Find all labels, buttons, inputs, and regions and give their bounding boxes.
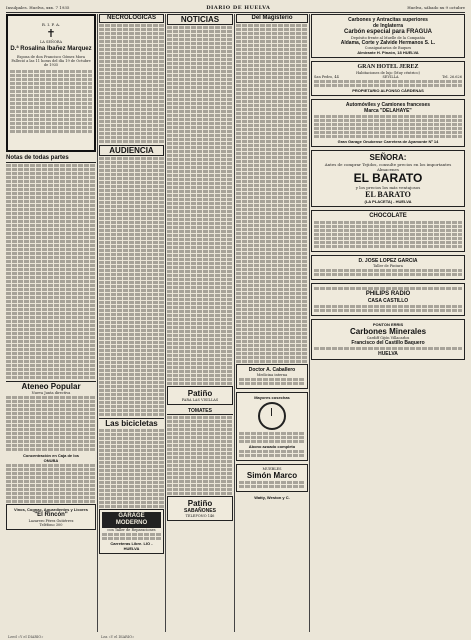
watty-line: Watty, Weston y C.: [254, 495, 290, 500]
header-center: DIARIO DE HUELVA: [206, 4, 271, 11]
doctor-ad: [236, 364, 308, 389]
rincon-ad: [6, 504, 96, 530]
chocolate-ad: [311, 210, 465, 252]
barato-ad: [311, 150, 465, 207]
chocolate-title: CHOCOLATE: [369, 213, 407, 219]
obituary-rip: R. I. P. A.: [41, 22, 61, 27]
barato-title: EL BARATO: [353, 171, 423, 185]
hotel-addr3: Tel. 26.626: [442, 75, 462, 79]
column-rule: [234, 14, 235, 632]
column-rule: [97, 14, 98, 632]
gran-garage-line: Gran Garage Onubense Carretera de Ayamonte Nº 14: [337, 139, 439, 144]
propietario-line: PROPIETARIO ALFONSO CÁRDENAS: [352, 88, 424, 93]
necrologicas-body: [99, 24, 164, 143]
notas-title: Notas de todas partes: [6, 155, 96, 163]
automoviles-ad: [311, 99, 465, 147]
magisterio-body: [236, 24, 308, 363]
patino-sabanones-ad: [167, 496, 233, 521]
inglaterra-line: de Inglaterra: [372, 23, 403, 29]
ateneo-body: [6, 396, 96, 451]
garage-sub: con Taller de Reparaciones: [107, 528, 156, 532]
hotel-addr2: SEVILLA: [382, 75, 399, 79]
patino-sub: PARA LAS VISILLAS: [181, 398, 219, 402]
noticias-body: [167, 26, 233, 385]
hotel-address: [314, 75, 462, 79]
almirante-line: Almirante H. Pinzón, 18 HUELVA: [357, 50, 419, 55]
barato2-title: EL BARATO: [365, 190, 411, 199]
hotel-title: GRAN HOTEL JEREZ: [357, 64, 419, 70]
delahaye-line: Marca "DELAHAYE": [364, 108, 412, 114]
necrologicas-title: NECROLOGICAS: [99, 14, 164, 23]
carbones-ad: [311, 14, 465, 58]
cross-icon: ✝: [46, 27, 56, 40]
obituary-body: [10, 70, 92, 133]
concentracion-title-2: ONUBA: [43, 458, 59, 463]
muebles-label: MUEBLES: [262, 467, 282, 471]
senora-title: SEÑORA:: [369, 153, 407, 162]
bicicletas-title: Las bicicletas: [99, 418, 164, 428]
casa-line: CASA CASTILLO: [367, 298, 409, 304]
sabanones-line: SABAÑONES: [184, 508, 216, 514]
lopez-ad: [311, 255, 465, 280]
vinos-line: Vinos, Cognac, Aguardientes y Licores: [13, 507, 89, 512]
simon-ad: [236, 464, 308, 492]
patino-ad: [167, 386, 233, 405]
baquero-line: Francisco del Castillo Baquero: [351, 340, 425, 346]
rincon-phone: Teléfono 300: [39, 523, 63, 527]
patino-phone: TELEFONO 146: [185, 514, 215, 518]
hotel-sub: Habitaciones de lujo (Muy céntrico): [356, 71, 420, 75]
obituary-intro: LA SEÑORA: [39, 40, 62, 44]
garage-ad: [99, 509, 164, 554]
header-right: Huelva, sábado xx 9 octubre: [407, 5, 465, 10]
ateneo-sub: Nueva Junta directiva: [31, 391, 71, 395]
philips-title: PHILIPS RADIO: [365, 291, 411, 297]
patino2-title: Patiño: [187, 499, 213, 508]
obituary-sub: Esposa de don Francisco Gómez Mora: [16, 55, 86, 59]
carbones-minerales: Carbones Minerales: [349, 327, 427, 336]
hotel-ad: [311, 61, 465, 96]
doctor-name: Doctor A. Caballero: [248, 367, 296, 373]
aldama-line: Aldama, Corte y Zalvide Hermanos S. L.: [340, 40, 436, 46]
barato-sub: y los precios los más ventajosos: [355, 185, 421, 190]
noticias-title: NOTICIAS: [167, 14, 233, 25]
placeta-line: (LA PLACETA) - HUELVA: [364, 199, 412, 204]
mayores-title: Mayores cosechas: [254, 395, 290, 400]
notas-body: [6, 164, 96, 379]
page-header: [6, 3, 465, 13]
header-left: Insulpales. Huelva, xxx. 7 1935: [6, 5, 70, 10]
carreteras-line: Carreteras Libre. LIO - HUELVA: [110, 541, 153, 551]
ponton-ad: [311, 319, 465, 360]
concentracion-title: Concentración en Caja de los: [22, 453, 79, 458]
cosechas-ad: [236, 392, 308, 461]
obituary-name: D.ª Rosalina Ibañez Marquez: [10, 46, 92, 52]
doctor-sub: Medicina interna: [256, 373, 288, 377]
ponton-title: PONTON ERRIS: [372, 322, 404, 327]
column-3: [167, 14, 233, 632]
consig-line: Consignatarios de Buques: [364, 46, 412, 50]
column-rule: [309, 14, 310, 632]
rincon-name: "El Rincón": [34, 512, 68, 518]
tomates-title: TOMATES: [167, 408, 233, 415]
tomates-list: [167, 416, 233, 495]
col1-footer: Leed «Y el DIARIO»: [8, 635, 44, 639]
col2-footer: Lea «Y el DIARIO»: [101, 635, 135, 639]
column-1: [6, 14, 96, 632]
cardiff-line: Cardiff Gijón Villacarlos: [366, 336, 410, 340]
column-4: [236, 14, 308, 632]
deposito-line: Depósito frente al Muelle de la Compañía: [351, 36, 425, 40]
column-2: [99, 14, 164, 632]
audiencia-body: [99, 157, 164, 416]
lopez-title: D. JOSE LOPEZ GARCIA: [358, 258, 418, 264]
column-5: [311, 14, 465, 632]
obituary-box: [6, 14, 96, 152]
bicicletas-body: [99, 429, 164, 508]
patino-title: Patiño: [187, 389, 213, 398]
automoviles-title: Automóviles y Camiones franceses: [345, 102, 431, 108]
garage-title: GARAGE MODERNO: [102, 512, 161, 528]
lopez-sub: Taller de Pintura: [373, 264, 403, 268]
column-rule: [165, 14, 166, 632]
ateneo-title: Ateneo Popular: [6, 381, 96, 391]
seal-icon: [258, 402, 286, 430]
audiencia-title: AUDIENCIA: [99, 145, 164, 156]
simon-name: Simón Marco: [246, 471, 298, 480]
magisterio-title: Del Magisterio: [236, 14, 308, 23]
hotel-addr1: San Pedro, 44: [314, 75, 339, 79]
concentracion-body: [6, 464, 96, 503]
huelva-line: HUELVA: [378, 351, 398, 357]
obituary-died: Falleció a las 11 horas del día 19 de Octubre de 1935: [11, 59, 91, 67]
rincon-sub: Lazarero Pérez Gutiérrez: [28, 519, 74, 523]
carbones-title: Carbones y Antracitas superiores: [348, 17, 428, 23]
abono-line: Abono azoado completo: [248, 444, 296, 449]
philips-ad: [311, 283, 465, 316]
carbon-especial: Carbón especial para FRAGUA: [343, 29, 433, 35]
senora-sub: Antes de comprar Tejidos, consulte precios en los importantes Almacenes: [324, 162, 452, 172]
